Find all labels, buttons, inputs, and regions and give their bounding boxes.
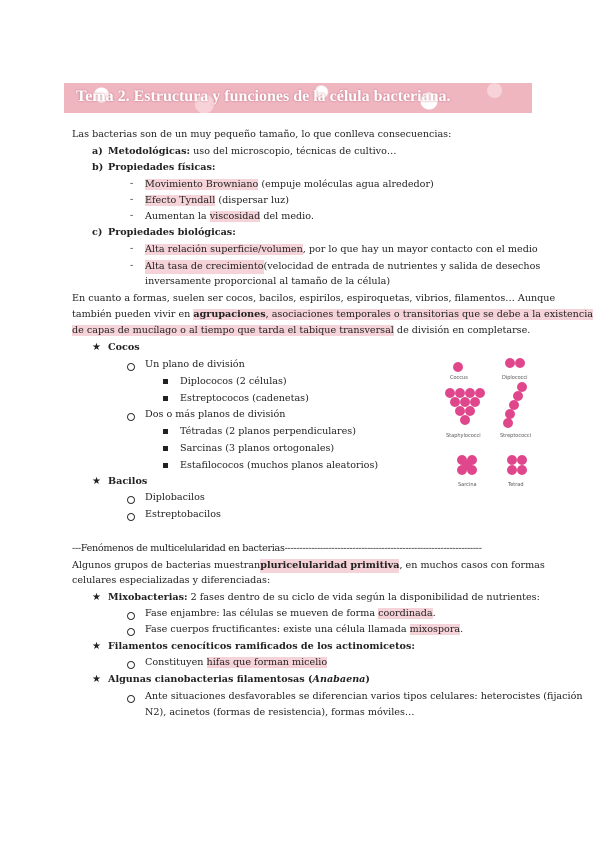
forms-line-3-rest: de división en completarse. <box>393 325 531 336</box>
mixo-1-hl: coordinada <box>378 608 433 619</box>
dash-bullet: - <box>130 194 134 205</box>
mixo-line <box>108 591 540 605</box>
cell <box>503 418 513 428</box>
cell <box>475 388 485 398</box>
multi-line-1 <box>72 559 545 573</box>
item-c-heading: Propiedades biológicas: <box>108 227 236 238</box>
forms-line-2-pre: también pueden vivir en <box>72 309 194 320</box>
diagram-label-diplococci: Diplococci <box>502 375 528 381</box>
circle-bullet <box>127 513 135 521</box>
cocos-plane-1: Un plano de división <box>145 359 245 370</box>
square-bullet <box>163 446 168 451</box>
mixo-2-pre: Fase cuerpos fructificantes: existe una célula llamada <box>145 624 410 635</box>
cell <box>507 455 517 465</box>
mixo-1-rest: . <box>432 608 436 619</box>
diagram-label-staphylococci: Staphylococci <box>446 433 481 439</box>
diplococci-figure <box>505 358 525 368</box>
cocci-arrangement-diagram <box>440 355 560 505</box>
mixo-1 <box>145 607 436 621</box>
forms-line-2-hl: , asociaciones temporales o transitorias que se debe a la existencia <box>265 309 593 320</box>
cell <box>517 382 527 392</box>
c-item-1-hl: Alta relación superficie/volumen <box>145 244 303 255</box>
diagram-label-sarcina: Sarcina <box>458 482 477 488</box>
intro-text: Las bacterias son de un muy pequeño tamaño, lo que conlleva consecuencias: <box>72 129 452 140</box>
circle-bullet <box>127 695 135 703</box>
cell <box>465 406 475 416</box>
bacilos-heading: Bacilos <box>108 476 148 487</box>
cell <box>509 400 519 410</box>
item-a-heading: Metodológicas: <box>108 146 191 157</box>
b-item-2 <box>145 194 289 208</box>
cell <box>445 388 455 398</box>
estreptococos: Estreptococos (cadenetas) <box>180 393 309 404</box>
circle-bullet <box>127 496 135 504</box>
filamentos-1 <box>145 656 327 670</box>
dash-bullet: - <box>130 210 134 221</box>
page-title: Tema 2. Estructura y funciones de la célula bacteriana. <box>76 88 451 105</box>
cell <box>517 455 527 465</box>
ciano-heading <box>108 673 370 687</box>
star-bullet: ★ <box>92 674 101 685</box>
ciano-1: Ante situaciones desfavorables se diferencian varios tipos celulares: heterocistes (fijación <box>145 691 583 702</box>
cell <box>470 397 480 407</box>
cell <box>515 358 525 368</box>
circle-bullet <box>127 612 135 620</box>
mixo-2-hl: mixospora <box>409 624 461 635</box>
ciano-genus: Anabaena <box>312 674 366 685</box>
diplococos: Diplococos (2 células) <box>180 376 287 387</box>
mixo-2-rest: . <box>460 624 464 635</box>
forms-line-3-hl: de capas de mucílago o al tiempo que tarda el tabique transversal <box>72 325 394 336</box>
multi-line-1-rest: , en muchos casos con formas <box>399 560 545 571</box>
estafilococos: Estafilococos (muchos planos aleatorios) <box>180 460 379 471</box>
b-item-2-rest: (dispersar luz) <box>215 195 289 206</box>
b-item-2-hl: Efecto Tyndall <box>145 195 216 206</box>
cell <box>517 465 527 475</box>
circle-bullet <box>127 413 135 421</box>
cocos-heading: Cocos <box>108 342 140 353</box>
item-b-heading: Propiedades físicas: <box>108 162 216 173</box>
item-b-label: b) <box>92 162 104 173</box>
forms-line-2-keyword: agrupaciones <box>193 309 266 320</box>
item-a <box>108 145 396 159</box>
item-a-label: a) <box>92 146 103 157</box>
b-item-1-rest: (empuje moléculas agua alrededor) <box>258 179 434 190</box>
mixo-heading: Mixobacterias: <box>108 592 188 603</box>
c-item-2-line2: inversamente proporcional al tamaño de la célula) <box>145 276 391 287</box>
cell <box>465 388 475 398</box>
star-bullet: ★ <box>92 476 101 487</box>
filamentos-heading: Filamentos cenocíticos ramificados de los actinomicetos: <box>108 641 415 652</box>
cell <box>455 388 465 398</box>
streptococci-figure <box>503 382 527 428</box>
cell <box>453 362 463 372</box>
dash-bullet: - <box>130 178 134 189</box>
circle-bullet <box>127 628 135 636</box>
square-bullet <box>163 429 168 434</box>
star-bullet: ★ <box>92 342 101 353</box>
multicellularity-header: ---Fenómenos de multicelularidad en bacterias------------------------------------------------------------------- <box>72 543 482 554</box>
sarcina-figure <box>457 455 477 475</box>
cell <box>505 358 515 368</box>
item-a-text: uso del microscopio, técnicas de cultivo… <box>190 146 397 157</box>
cell <box>505 409 515 419</box>
ciano-2: N2), acinetos (formas de resistencia), formas móviles… <box>145 707 415 718</box>
diplobacilos: Diplobacilos <box>145 492 205 503</box>
title-banner <box>64 83 532 113</box>
square-bullet <box>163 396 168 401</box>
square-bullet <box>163 379 168 384</box>
square-bullet <box>163 463 168 468</box>
dash-bullet: - <box>130 243 134 254</box>
forms-line-2 <box>72 308 593 322</box>
ciano-heading-close: ) <box>365 674 370 685</box>
forms-line-1: En cuanto a formas, suelen ser cocos, bacilos, espirilos, espiroquetas, vibrios, filamentos… Aunque <box>72 293 556 304</box>
c-item-1-rest: , por lo que hay un mayor contacto con el medio <box>302 244 538 255</box>
diagram-label-tetrad: Tetrad <box>508 482 524 488</box>
c-item-2-rest: (velocidad de entrada de nutrientes y salida de desechos <box>263 261 541 272</box>
filamentos-1-hl: hifas que forman micelio <box>206 657 328 668</box>
cell <box>450 397 460 407</box>
estreptobacilos: Estreptobacilos <box>145 509 221 520</box>
mixo-text: 2 fases dentro de su ciclo de vida según la disponibilidad de nutrientes: <box>187 592 540 603</box>
dash-bullet: - <box>130 260 134 271</box>
multi-line-2: celulares especializadas y diferenciadas: <box>72 575 271 586</box>
multi-line-1-keyword: pluricelularidad primitiva <box>260 560 400 571</box>
tetradas: Tétradas (2 planos perpendiculares) <box>180 426 356 437</box>
c-item-2 <box>145 260 541 274</box>
cell <box>460 397 470 407</box>
multi-line-1-pre: Algunos grupos de bacterias muestran <box>72 560 261 571</box>
cell <box>462 460 472 470</box>
cell <box>507 465 517 475</box>
b-item-3-rest: del medio. <box>260 211 314 222</box>
mixo-1-pre: Fase enjambre: las células se mueven de forma <box>145 608 379 619</box>
diagram-label-coccus: Coccus <box>450 375 468 381</box>
circle-bullet <box>127 661 135 669</box>
tetrad-figure <box>507 455 527 475</box>
mixo-2 <box>145 623 463 637</box>
star-bullet: ★ <box>92 592 101 603</box>
cell <box>455 406 465 416</box>
filamentos-1-pre: Constituyen <box>145 657 207 668</box>
cell <box>460 415 470 425</box>
staphylococci-figure <box>445 388 485 425</box>
forms-line-3 <box>72 324 530 338</box>
coccus-figure <box>453 362 463 372</box>
item-c-label: c) <box>92 227 103 238</box>
b-item-1-hl: Movimiento Browniano <box>145 179 259 190</box>
b-item-3-pre: Aumentan la <box>145 211 210 222</box>
sarcinas: Sarcinas (3 planos ortogonales) <box>180 443 335 454</box>
b-item-3-hl: viscosidad <box>209 211 261 222</box>
c-item-2-hl: Alta tasa de crecimiento <box>145 261 264 272</box>
cell <box>513 391 523 401</box>
b-item-1 <box>145 178 434 192</box>
circle-bullet <box>127 363 135 371</box>
ciano-heading-text: Algunas cianobacterias filamentosas ( <box>108 674 313 685</box>
c-item-1 <box>145 243 538 257</box>
star-bullet: ★ <box>92 641 101 652</box>
b-item-3 <box>145 210 314 224</box>
cocos-plane-2: Dos o más planos de división <box>145 409 286 420</box>
diagram-label-streptococci: Streptococci <box>500 433 532 439</box>
